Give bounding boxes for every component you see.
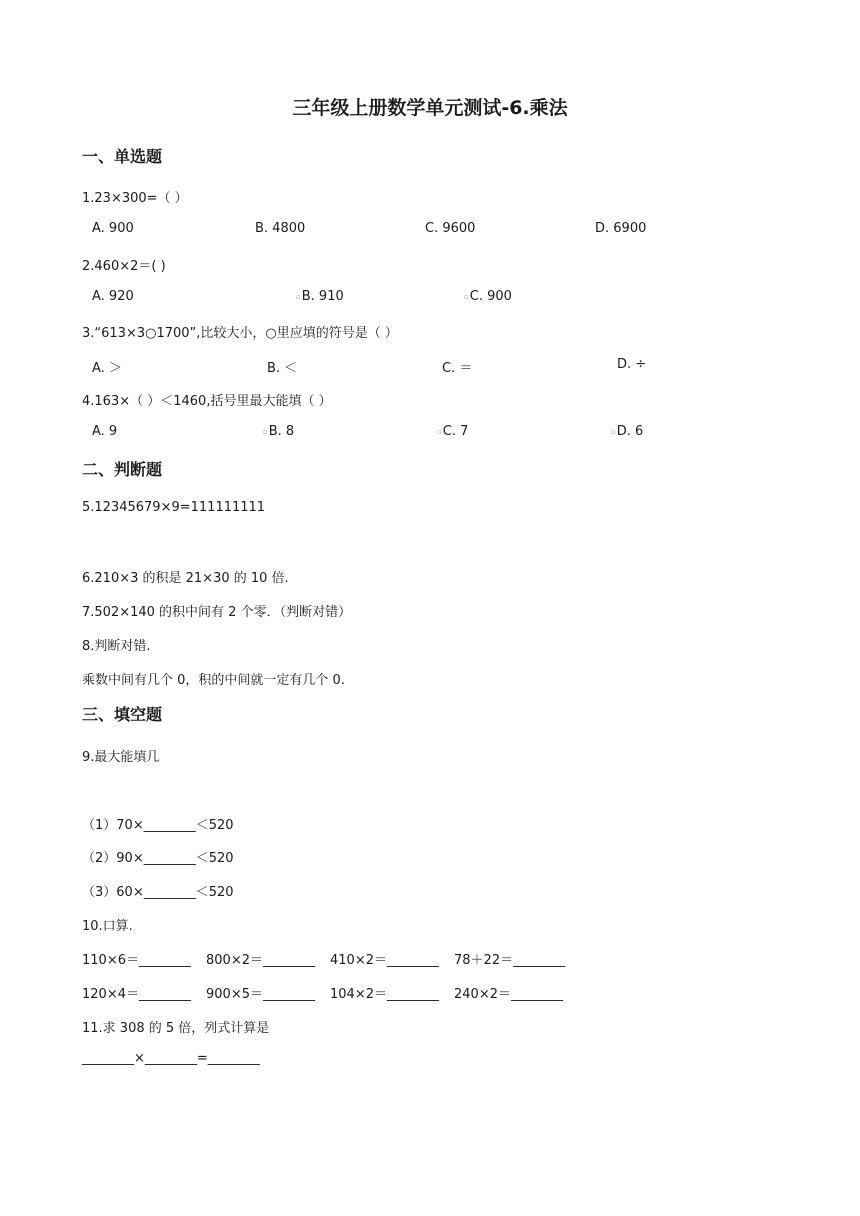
question-8-stem: 8.判断对错. bbox=[82, 639, 151, 654]
question-4-option-c: ▫C. 7 bbox=[437, 424, 469, 439]
question-5: 5.12345679×9=111111111 bbox=[82, 500, 266, 515]
question-4-option-d: ▫D. 6 bbox=[611, 424, 644, 439]
question-3-option-b: B. ＜ bbox=[267, 361, 298, 376]
bullet-dot-icon: ▫ bbox=[437, 427, 442, 436]
question-9-item-2: （2）90×________＜520 bbox=[82, 851, 234, 866]
question-6: 6.210×3 的积是 21×30 的 10 倍. bbox=[82, 571, 289, 586]
bullet-dot-icon: ▫ bbox=[464, 292, 469, 301]
question-3-option-d: D. ÷ bbox=[617, 357, 647, 372]
question-1-option-a: A. 900 bbox=[92, 221, 134, 236]
bullet-dot-icon: ▫ bbox=[611, 427, 616, 436]
bullet-dot-icon: ▫ bbox=[296, 292, 301, 301]
question-2-option-b: ▫B. 910 bbox=[296, 289, 344, 304]
question-2-option-c: ▫C. 900 bbox=[464, 289, 512, 304]
question-3-option-a: A. ＞ bbox=[92, 361, 122, 376]
question-3-option-c: C. ＝ bbox=[442, 361, 473, 376]
question-4-option-a: A. 9 bbox=[92, 424, 118, 439]
section-heading-single-choice: 一、单选题 bbox=[82, 147, 163, 166]
section-heading-true-false: 二、判断题 bbox=[82, 460, 163, 479]
page-title: 三年级上册数学单元测试-6.乘法 bbox=[292, 97, 568, 119]
question-10-row1-item-4: 78＋22＝________ bbox=[454, 953, 566, 968]
question-9-item-3: （3）60×________＜520 bbox=[82, 885, 234, 900]
question-10-row1-item-2: 800×2＝________ bbox=[206, 953, 315, 968]
question-11-stem: 11.求 308 的 5 倍，列式计算是 bbox=[82, 1021, 270, 1036]
question-10-row1-item-3: 410×2＝________ bbox=[330, 953, 439, 968]
question-2-option-a: A. 920 bbox=[92, 289, 134, 304]
question-1-stem: 1.23×300=（ ） bbox=[82, 191, 188, 206]
question-10-row2-item-1: 120×4＝________ bbox=[82, 987, 191, 1002]
question-1-option-d: D. 6900 bbox=[595, 221, 647, 236]
question-10-row1-item-1: 110×6＝________ bbox=[82, 953, 191, 968]
question-10-row2-item-3: 104×2＝________ bbox=[330, 987, 439, 1002]
bullet-dot-icon: ▫ bbox=[263, 427, 268, 436]
question-10-stem: 10.口算. bbox=[82, 919, 133, 934]
section-heading-fill-blank: 三、填空题 bbox=[82, 705, 163, 724]
question-8-detail: 乘数中间有几个 0，积的中间就一定有几个 0. bbox=[82, 673, 345, 688]
question-4-stem: 4.163×（ ）＜1460,括号里最大能填（ ） bbox=[82, 394, 332, 409]
question-9-stem: 9.最大能填几 bbox=[82, 750, 160, 765]
question-1-option-b: B. 4800 bbox=[255, 221, 306, 236]
question-7: 7.502×140 的积中间有 2 个零．（判断对错） bbox=[82, 605, 352, 620]
question-10-row2-item-4: 240×2＝________ bbox=[454, 987, 563, 1002]
question-1-option-c: C. 9600 bbox=[425, 221, 476, 236]
question-4-option-b: ▫B. 8 bbox=[263, 424, 295, 439]
question-3-stem: 3.“613×3○1700”,比较大小，○里应填的符号是（ ） bbox=[82, 326, 398, 341]
question-10-row2-item-2: 900×5＝________ bbox=[206, 987, 315, 1002]
question-9-item-1: （1）70×________＜520 bbox=[82, 818, 234, 833]
question-2-stem: 2.460×2＝( ) bbox=[82, 259, 166, 274]
question-11-answer-blanks: ________×________=________ bbox=[82, 1051, 260, 1066]
